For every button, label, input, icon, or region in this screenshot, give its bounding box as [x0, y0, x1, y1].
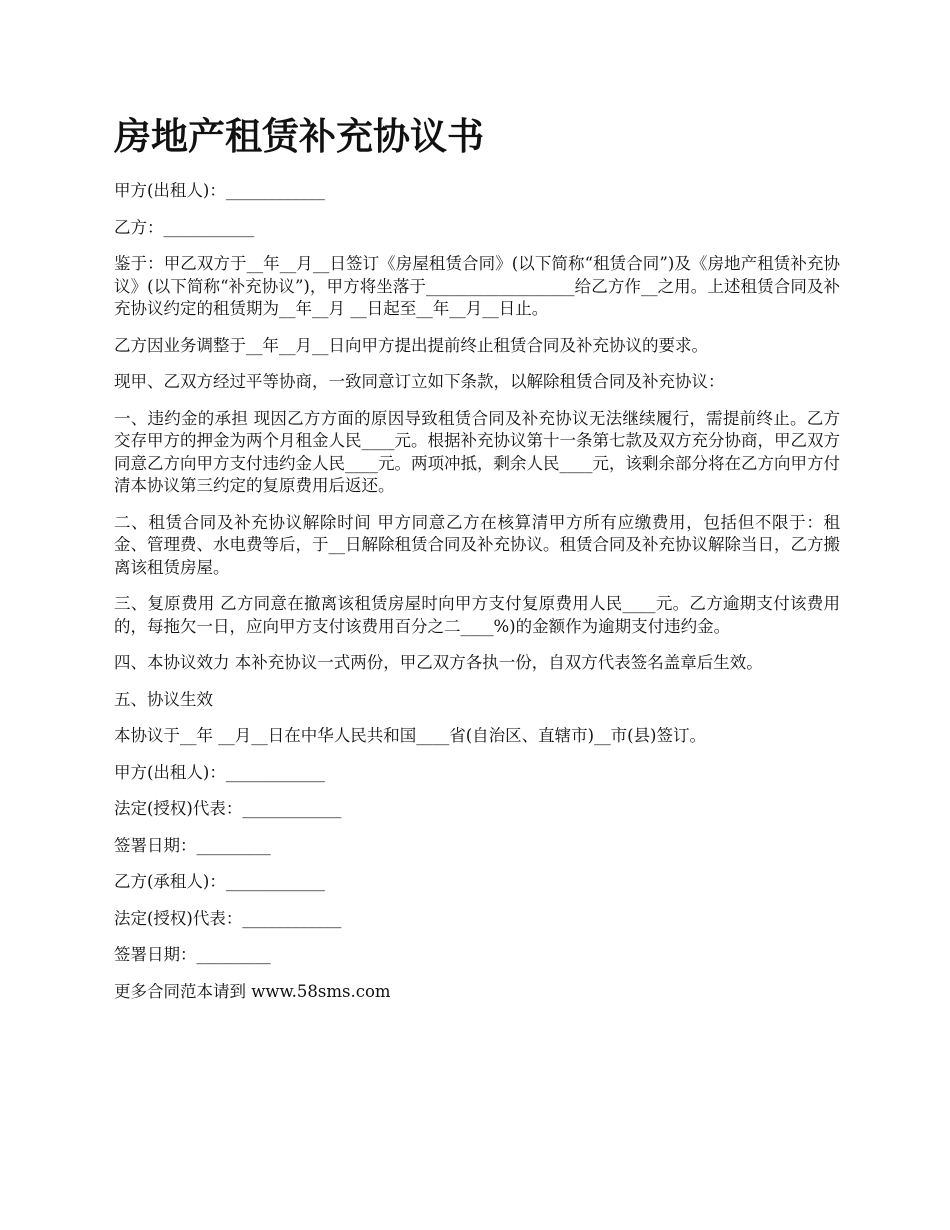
- signing-place-line: 本协议于__年 __月__日在中华人民共和国____省(自治区、直辖市)__市(县)签订。: [114, 726, 706, 745]
- sign-party-a-representative: 法定(授权)代表：____________: [114, 799, 342, 818]
- footer-link-text: 更多合同范本请到 www.58sms.com: [114, 981, 391, 1001]
- document-page: [114, 112, 840, 1017]
- sign-party-b-date: 签署日期：_________: [114, 945, 271, 964]
- request-paragraph: 乙方因业务调整于__年__月__日向甲方提出提前终止租赁合同及补充协议的要求。: [114, 335, 708, 355]
- clause-4-effect: 四、本协议效力 本补充协议一式两份，甲乙双方各执一份，自双方代表签名盖章后生效。: [114, 653, 763, 672]
- party-b-line: 乙方：___________: [114, 217, 255, 237]
- agreement-intro-paragraph: 现甲、乙双方经过平等协商，一致同意订立如下条款，以解除租赁合同及补充协议：: [114, 372, 725, 391]
- sign-party-b-representative: 法定(授权)代表：____________: [114, 908, 342, 928]
- recital-paragraph: 鉴于：甲乙双方于__年__月__日签订《房屋租赁合同》(以下简称“租赁合同”)及《房地产租赁补充协议》(以下简称“补充协议”)，甲方将坐落于__________________给乙方作__之用。上述租赁合同及补充协议约定的租赁期为__年__月 __日起至__年__月__日止。: [114, 254, 840, 318]
- sign-party-a-date: 签署日期：_________: [114, 835, 271, 855]
- party-a-line: 甲方(出租人)：____________: [114, 181, 325, 200]
- clause-1-penalty: 一、违约金的承担 现因乙方方面的原因导致租赁合同及补充协议无法继续履行，需提前终止。乙方交存甲方的押金为两个月租金人民____元。根据补充协议第十一条第七款及双方充分协商，甲乙双方同意乙方向甲方支付违约金人民____元。两项冲抵，剩余人民____元，该剩余部分将在乙方向甲方付清本协议第三约定的复原费用后返还。: [114, 408, 840, 495]
- clause-5-heading: 五、协议生效: [114, 689, 213, 709]
- clause-3-restoration-cost: 三、复原费用 乙方同意在撤离该租赁房屋时向甲方支付复原费用人民____元。乙方逾期支付该费用的，每拖欠一日，应向甲方支付该费用百分之二____%)的金额作为逾期支付违约金。: [114, 594, 840, 636]
- clause-2-termination-time: 二、租赁合同及补充协议解除时间 甲方同意乙方在核算清甲方所有应缴费用，包括但不限于：租金、管理费、水电费等后，于__日解除租赁合同及补充协议。租赁合同及补充协议解除当日，乙方搬离该租赁房屋。: [114, 512, 840, 577]
- sign-party-b: 乙方(承租人)：____________: [114, 872, 325, 891]
- document-title: 房地产租赁补充协议书: [114, 115, 484, 158]
- sign-party-a: 甲方(出租人)：____________: [114, 762, 325, 782]
